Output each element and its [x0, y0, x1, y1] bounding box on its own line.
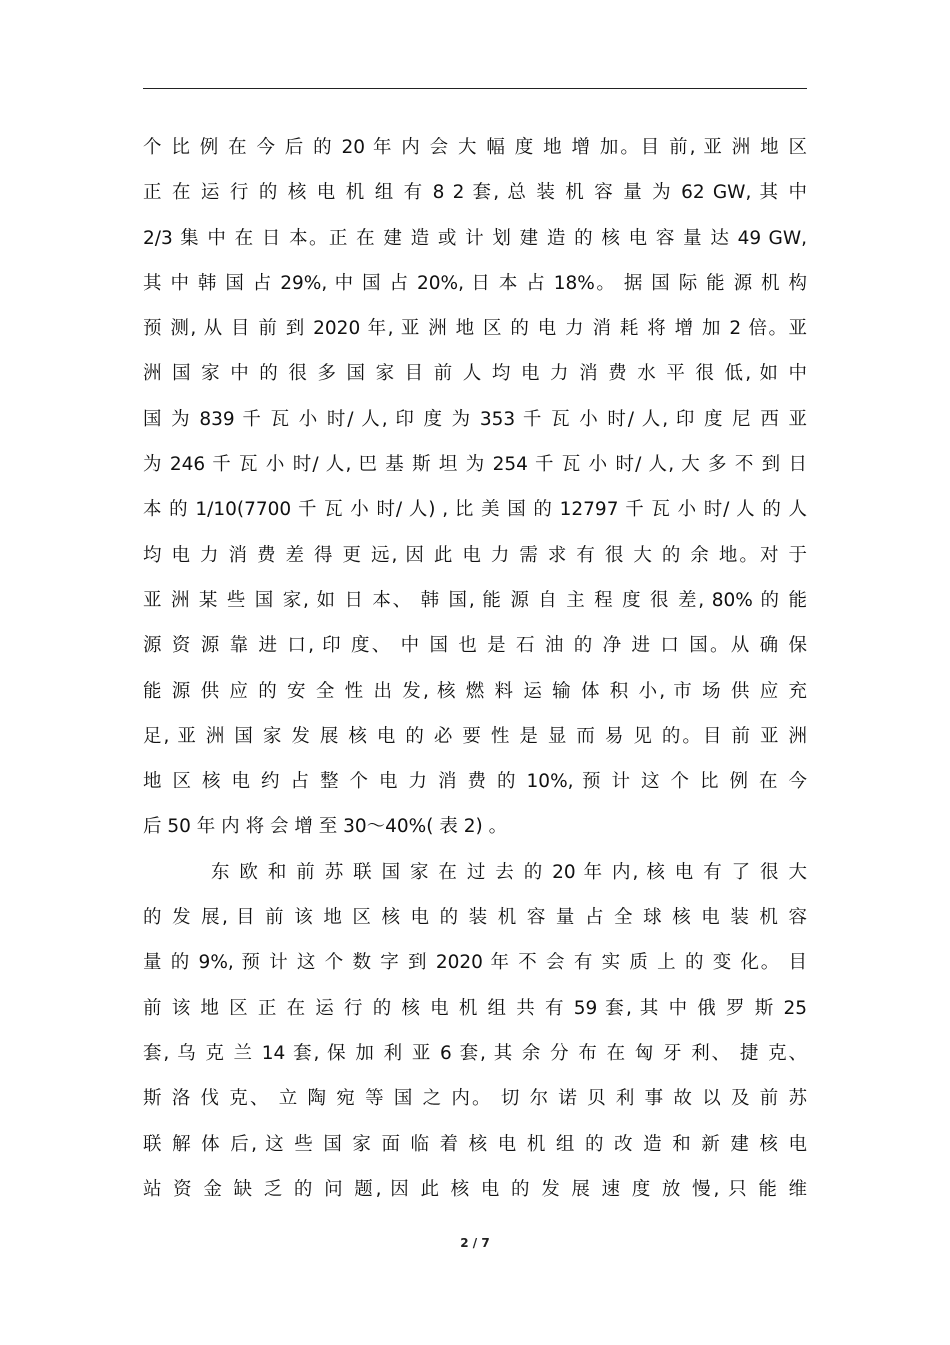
text-line: 后 50 年 内 将 会 增 至 30～40%( 表 2) 。 — [143, 816, 508, 838]
text-line: 预 测, 从 目 前 到 2020 年, 亚 洲 地 区 的 电 力 消 耗 将 增 加 2 倍。亚 — [143, 318, 807, 340]
text-line: 量 的 9%, 预 计 这 个 数 字 到 2020 年 不 会 有 实 质 上 的 变 化。 目 — [143, 952, 807, 974]
text-line: 均 电 力 消 费 差 得 更 远, 因 此 电 力 需 求 有 很 大 的 余 地。对 于 — [143, 544, 807, 566]
text-line: 亚 洲 某 些 国 家, 如 日 本、 韩 国, 能 源 自 主 程 度 很 差, 80% 的 能 — [143, 589, 807, 611]
text-line: 源 资 源 靠 进 口, 印 度、 中 国 也 是 石 油 的 净 进 口 国。从 确 保 — [143, 635, 807, 657]
text-line: 2/3 集 中 在 日 本。正 在 建 造 或 计 划 建 造 的 核 电 容 量 达 49 GW, — [143, 227, 807, 249]
text-line: 前 该 地 区 正 在 运 行 的 核 电 机 组 共 有 59 套, 其 中 俄 罗 斯 25 — [143, 997, 807, 1019]
text-line: 联 解 体 后, 这 些 国 家 面 临 着 核 电 机 组 的 改 造 和 新 建 核 电 — [143, 1133, 807, 1155]
page-number: 2 / 7 — [460, 1236, 490, 1250]
text-line: 套, 乌 克 兰 14 套, 保 加 利 亚 6 套, 其 余 分 布 在 匈 牙 利、 捷 克、 — [143, 1042, 807, 1064]
text-line: 为 246 千 瓦 小 时/ 人, 巴 基 斯 坦 为 254 千 瓦 小 时/ 人, 大 多 不 到 日 — [143, 454, 807, 476]
text-line: 个 比 例 在 今 后 的 20 年 内 会 大 幅 度 地 增 加。目 前, 亚 洲 地 区 — [143, 137, 807, 158]
document-body — [143, 125, 807, 1212]
text-line: 的 发 展, 目 前 该 地 区 核 电 的 装 机 容 量 占 全 球 核 电 装 机 容 — [143, 907, 807, 929]
text-line: 足, 亚 洲 国 家 发 展 核 电 的 必 要 性 是 显 而 易 见 的。目 前 亚 洲 — [143, 725, 807, 747]
header-rule — [143, 88, 807, 89]
text-line: 国 为 839 千 瓦 小 时/ 人, 印 度 为 353 千 瓦 小 时/ 人, 印 度 尼 西 亚 — [143, 408, 807, 430]
text-line: 东 欧 和 前 苏 联 国 家 在 过 去 的 20 年 内, 核 电 有 了 很 大 — [211, 861, 807, 883]
text-line: 本 的 1/10(7700 千 瓦 小 时/ 人) , 比 美 国 的 12797 千 瓦 小 时/ 人 的 人 — [143, 499, 807, 521]
text-line: 其 中 韩 国 占 29%, 中 国 占 20%, 日 本 占 18%。 据 国 际 能 源 机 构 — [143, 272, 807, 294]
text-line: 洲 国 家 中 的 很 多 国 家 目 前 人 均 电 力 消 费 水 平 很 低, 如 中 — [143, 363, 807, 385]
text-line: 能 源 供 应 的 安 全 性 出 发, 核 燃 料 运 输 体 积 小, 市 场 供 应 充 — [143, 680, 807, 702]
text-line: 斯 洛 伐 克、 立 陶 宛 等 国 之 内。 切 尔 诺 贝 利 事 故 以 及 前 苏 — [143, 1088, 807, 1110]
text-line: 地 区 核 电 约 占 整 个 电 力 消 费 的 10%, 预 计 这 个 比 例 在 今 — [143, 771, 807, 793]
text-line: 站 资 金 缺 乏 的 问 题, 因 此 核 电 的 发 展 速 度 放 慢, 只 能 维 — [143, 1178, 807, 1200]
text-line: 正 在 运 行 的 核 电 机 组 有 8 2 套, 总 装 机 容 量 为 62 GW, 其 中 — [143, 182, 807, 204]
